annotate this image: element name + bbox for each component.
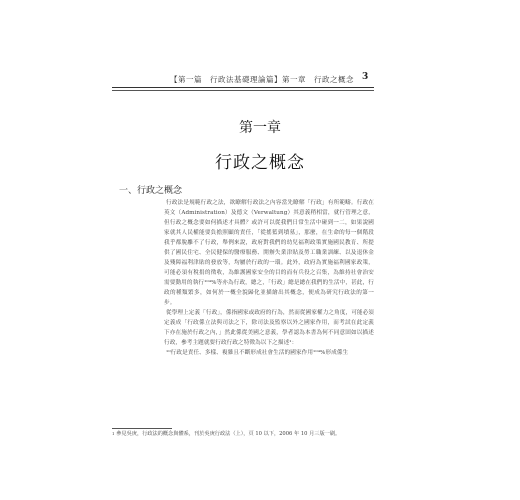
header-rule-thin xyxy=(112,90,374,91)
section-heading: 一、行政之概念 xyxy=(119,186,183,196)
body-paragraph: 從學理上定義「行政」，係指國家或政府的行為，然而從國家權力之角度，可能必須定義成「行政係立法與司法之下，除司法及監察以外之國家作用，而考試在此定義下亦在施於行政之內，」然此係從美國之意義，學者認為本書為何不同意固如以描述行政，參考主題就要行政行政之特徵為以下之描述¹： xyxy=(164,310,374,346)
footnote-rule xyxy=(112,428,172,429)
footnote xyxy=(112,430,374,438)
chapter-label: 第一章 xyxy=(239,120,281,136)
body-text xyxy=(164,198,374,358)
body-paragraph: 行政法是規範行政之法，欲瞭解行政法之內容當先瞭解「行政」有所範疇。行政在英文（Administration）及德文（Verwaltung）其意義稍相當，就行管理之意，但行政之概念要如何描述才具體？或許可以從我們日常生活中碰到一二，如果說國家就其人民權能要負擔照顧的責任，「從搖籃到墳墓」，那麼，在生命的每一個階段我乎都脫離不了行政，舉例來說，政府對我們的幼兒福利政策實施國民教育、所提供了國民住宅、全民健保的醫療服務、開辦失業津貼及勞工職業訓練、以及退休金及殘障福利津貼的發放等，均屬於行政的一環。此外，政府為實施福利國家政策，可能必須有稅捐的徵收，為維護國家安全的目的而有兵役之召集，為維持社會治安需要動用的執行¹⁰⁴%等亦為行政，總之，「行政」總是總在我們的生活中，甚此，行政的種類繁多，如何於一概全貌歸化並描繪出其概念，便成為研究行政法的第一步。 xyxy=(164,200,374,306)
page-number: 3 xyxy=(362,72,369,82)
header-rule-thick xyxy=(112,87,374,88)
body-paragraph: ¹⁰行政是責任、多樣、複雜且不斷形成社會生活的國家作用¹⁰⁴%形成係生 xyxy=(166,350,349,356)
running-header: 【第一篇 行政法基礎理論篇】第一章 行政之概念 xyxy=(170,75,354,84)
chapter-title: 行政之概念 xyxy=(215,153,305,173)
footnote-marker: 1 xyxy=(112,431,115,436)
footnote-text: 參見吳庚，行政法的概念與體系，刊於吳庚行政法（上），頁 10 以下，2006 年 10 月三版一刷。 xyxy=(116,431,341,437)
